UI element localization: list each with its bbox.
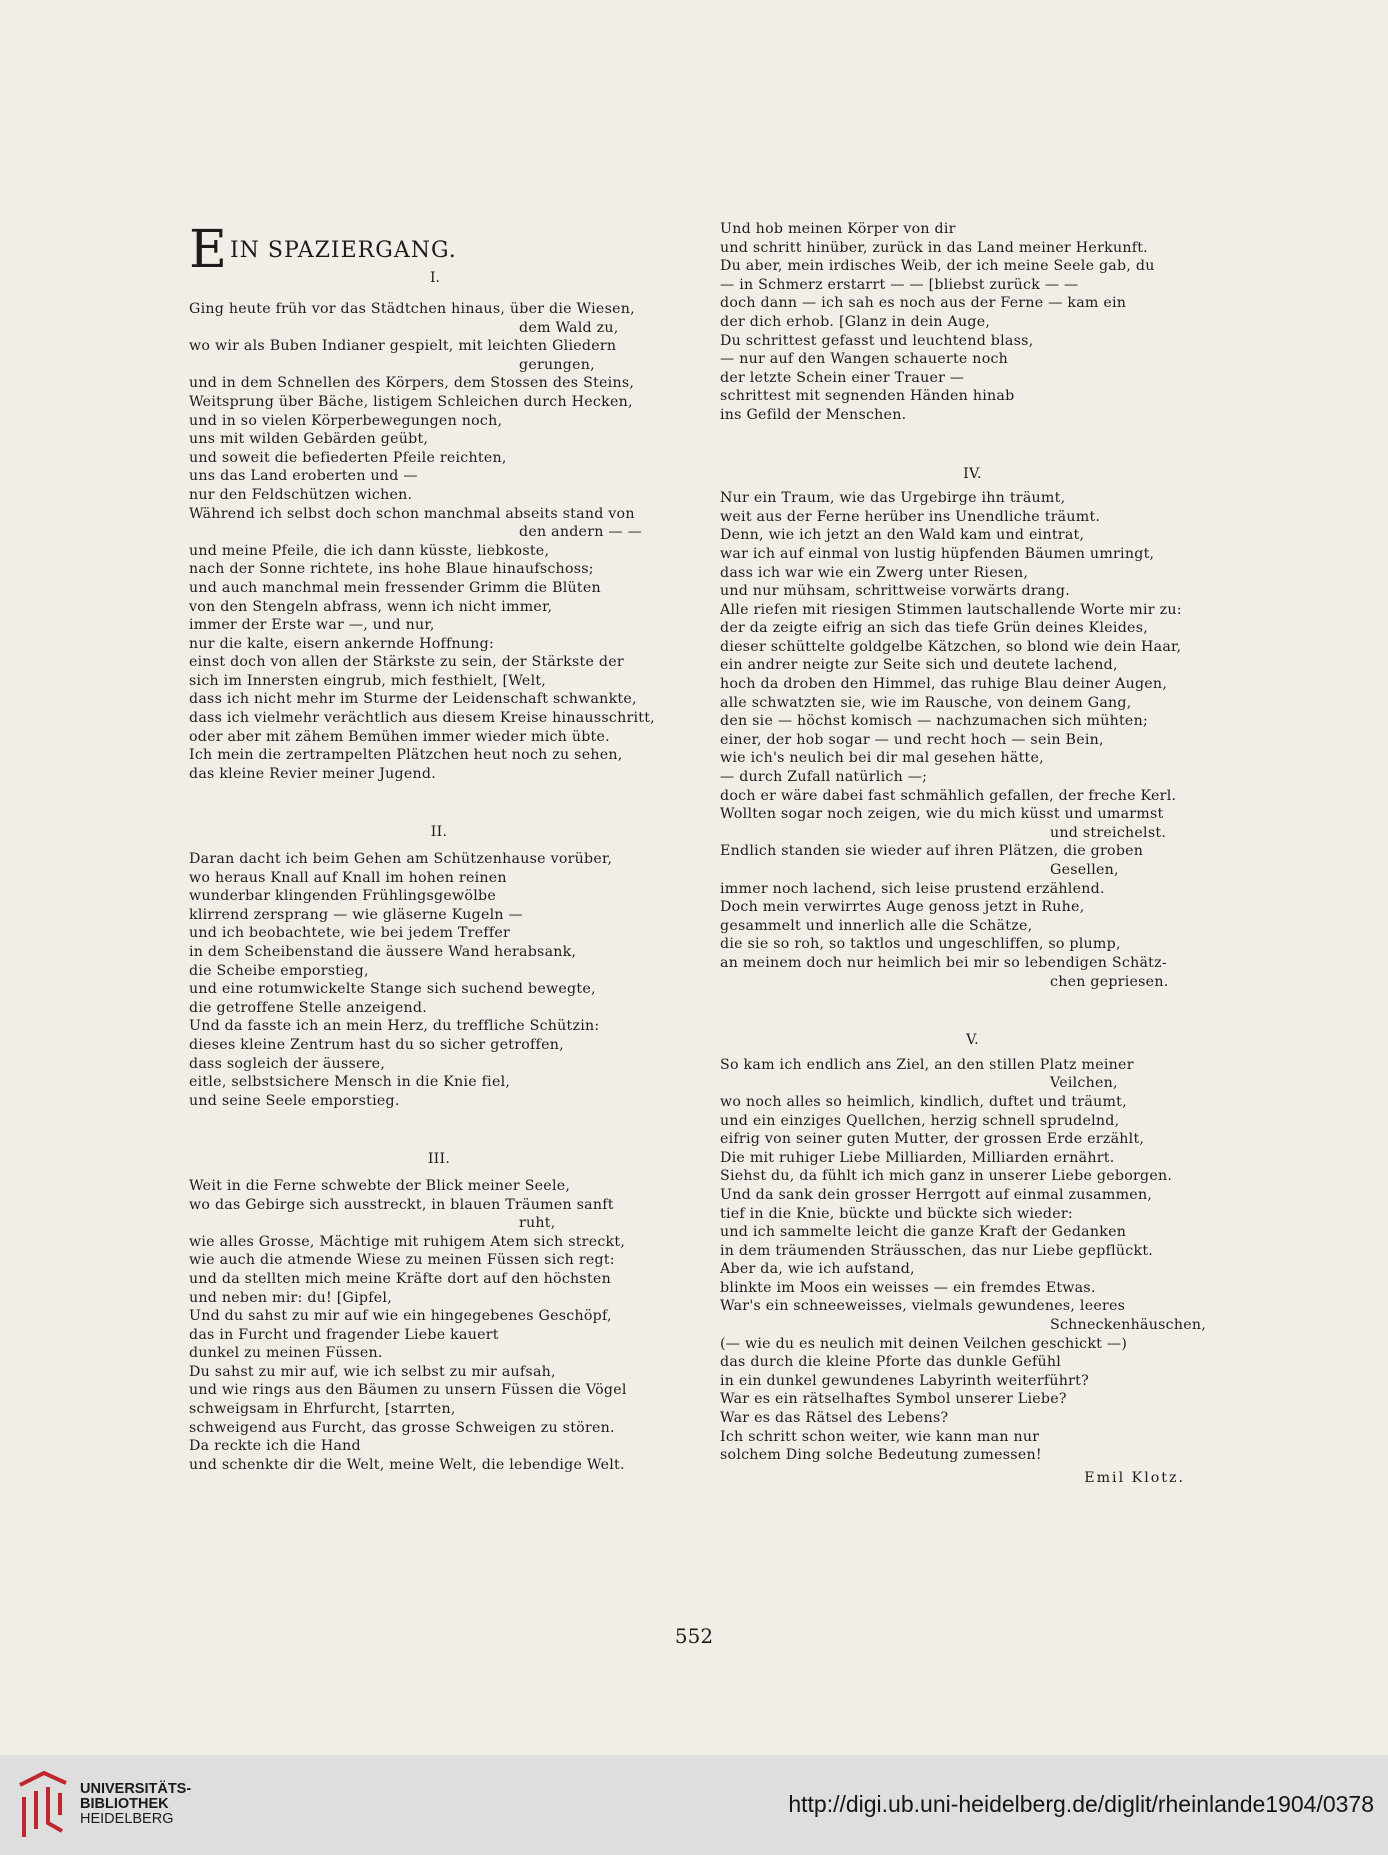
poem-line: nach der Sonne richtete, ins hohe Blaue hinaufschoss;: [189, 561, 594, 578]
poem-line: und ein einziges Quellchen, herzig schnell sprudelnd,: [720, 1112, 1120, 1129]
poem-line: Ich schritt schon weiter, wie kann man nur: [720, 1428, 1040, 1445]
poem-line: ins Gefild der Menschen.: [720, 406, 907, 423]
poem-line: dass sogleich der äussere,: [189, 1055, 386, 1072]
poem-line: weit aus der Ferne herüber ins Unendliche träumt.: [720, 508, 1101, 525]
poem-line: sich im Innersten eingrub, mich festhielt, [Welt,: [189, 672, 547, 689]
poem-line: in ein dunkel gewundenes Labyrinth weiterführt?: [720, 1372, 1089, 1389]
poem-line: immer der Erste war —, und nur,: [189, 617, 435, 634]
poem-line: und streichelst.: [1050, 824, 1167, 841]
poem-line: in dem Scheibenstand die äussere Wand herabsank,: [189, 944, 577, 960]
poem-line: das in Furcht und fragender Liebe kauert: [189, 1326, 499, 1343]
poem-line: hoch da droben den Himmel, das ruhige Blau deiner Augen,: [720, 676, 1168, 693]
poem-title: [189, 220, 457, 280]
poem-line: die Scheibe emporstieg,: [189, 962, 369, 979]
poem-line: oder aber mit zähem Bemühen immer wieder mich übte.: [189, 728, 610, 745]
poem-line: nur den Feldschützen wichen.: [189, 486, 413, 503]
source-url[interactable]: http://digi.ub.uni-heidelberg.de/diglit/rheinlande1904/0378: [788, 1791, 1374, 1817]
poem-line: dass ich vielmehr verächtlich aus diesem Kreise hinausschritt,: [189, 710, 655, 727]
poem-line: War's ein schneeweisses, vielmals gewundenes, leeres: [720, 1298, 1126, 1315]
poem-line: der letzte Schein einer Trauer —: [720, 369, 965, 386]
poem-line: und auch manchmal mein fressender Grimm die Blüten: [189, 579, 601, 596]
poem-line: wie auch die atmende Wiese zu meinen Füssen sich regt:: [189, 1252, 615, 1269]
section-5: [720, 1056, 1225, 1465]
section-heading-1: I.: [430, 270, 440, 286]
poem-line: ruht,: [519, 1215, 556, 1232]
poem-line: schweigend aus Furcht, das grosse Schweigen zu stören.: [189, 1419, 615, 1436]
library-logo-icon: [14, 1767, 72, 1841]
poem-line: Und hob meinen Körper von dir: [720, 221, 956, 237]
library-name-line-1: UNIVERSITÄTS-: [80, 1781, 192, 1797]
poem-line: dieser schüttelte goldgelbe Kätzchen, so blond wie dein Haar,: [720, 638, 1182, 655]
poem-line: tief in die Knie, bückte und bückte sich wieder:: [720, 1205, 1073, 1222]
poem-line: und meine Pfeile, die ich dann küsste, liebkoste,: [189, 542, 550, 559]
section-2: [189, 850, 689, 1110]
poem-line: und seine Seele emporstieg.: [189, 1092, 400, 1109]
left-column: [189, 300, 689, 1474]
poem-line: die getroffene Stelle anzeigend.: [189, 999, 427, 1016]
poem-line: wo das Gebirge sich ausstreckt, in blauen Träumen sanft: [189, 1196, 614, 1213]
poem-line: eitle, selbstsichere Mensch in die Knie fiel,: [189, 1074, 511, 1091]
poem-line: doch er wäre dabei fast schmählich gefallen, der freche Kerl.: [720, 787, 1177, 804]
poem-line: Endlich standen sie wieder auf ihren Plätzen, die groben: [720, 843, 1144, 860]
poem-line: Und du sahst zu mir auf wie ein hingegebenes Geschöpf,: [189, 1308, 612, 1325]
poem-line: dass ich war wie ein Zwerg unter Riesen,: [720, 564, 1029, 581]
poem-line: doch dann — ich sah es noch aus der Ferne — kam ein: [720, 295, 1127, 312]
poem-line: in dem träumenden Sträusschen, das nur Liebe gepflückt.: [720, 1242, 1154, 1259]
poem-line: Wollten sogar noch zeigen, wie du mich küsst und umarmst: [720, 806, 1164, 823]
library-name: [80, 1782, 191, 1827]
library-name-line-2: BIBLIOTHEK: [80, 1796, 169, 1812]
section-heading-4: IV.: [963, 465, 982, 482]
section-heading-5: V.: [966, 1032, 979, 1049]
section-3: [189, 1177, 689, 1475]
poem-line: Weit in die Ferne schwebte der Blick meiner Seele,: [189, 1177, 571, 1194]
section-3-continuation: [720, 220, 1225, 425]
poem-line: Und da fasste ich an mein Herz, du treffliche Schützin:: [189, 1018, 600, 1035]
poem-line: Gesellen,: [1050, 862, 1119, 878]
poem-line: wie ich's neulich bei dir mal gesehen hätte,: [720, 750, 1044, 767]
poem-line: an meinem doch nur heimlich bei mir so lebendigen Schätz-: [720, 954, 1167, 971]
poem-line: und wie rings aus den Bäumen zu unsern Füssen die Vögel: [189, 1382, 627, 1399]
poem-line: — nur auf den Wangen schauerte noch: [720, 351, 1009, 368]
poem-line: Während ich selbst doch schon manchmal abseits stand von: [189, 505, 635, 522]
poem-line: Schneckenhäuschen,: [1050, 1317, 1207, 1334]
poem-line: blinkte im Moos ein weisses — ein fremdes Etwas.: [720, 1279, 1096, 1296]
poem-line: chen gepriesen.: [1050, 973, 1169, 990]
poem-line: wo heraus Knall auf Knall im hohen reinen: [189, 869, 507, 886]
poem-line: wo wir als Buben Indianer gespielt, mit leichten Gliedern: [189, 338, 617, 355]
section-4: [720, 489, 1225, 991]
poem-line: Ging heute früh vor das Städtchen hinaus, über die Wiesen,: [189, 301, 635, 317]
poem-line: Weitsprung über Bäche, listigem Schleichen durch Hecken,: [189, 393, 633, 410]
poem-line: und schenkte dir die Welt, meine Welt, die lebendige Welt.: [189, 1456, 625, 1473]
poem-line: und eine rotumwickelte Stange sich suchend bewegte,: [189, 981, 596, 998]
poem-line: das durch die kleine Pforte das dunkle Gefühl: [720, 1354, 1062, 1371]
poem-line: Daran dacht ich beim Gehen am Schützenhause vorüber,: [189, 851, 613, 868]
poem-line: wunderbar klingenden Frühlingsgewölbe: [189, 888, 496, 905]
poem-line: War es das Rätsel des Lebens?: [720, 1410, 949, 1427]
page-number: 552: [674, 1624, 714, 1648]
poem-line: eifrig von seiner guten Mutter, der grossen Erde erzählt,: [720, 1131, 1145, 1148]
poem-line: gerungen,: [519, 356, 595, 373]
title-initial: E: [189, 220, 228, 280]
poem-line: und ich sammelte leicht die ganze Kraft der Gedanken: [720, 1224, 1127, 1241]
poem-line: und schritt hinüber, zurück in das Land meiner Herkunft.: [720, 239, 1148, 256]
poem-line: nur die kalte, eisern ankernde Hoffnung:: [189, 635, 495, 652]
poem-line: dunkel zu meinen Füssen.: [189, 1345, 383, 1362]
poem-line: die sie so roh, so taktlos und ungeschliffen, so plump,: [720, 936, 1121, 953]
poem-line: Du sahst zu mir auf, wie ich selbst zu mir aufsah,: [189, 1363, 556, 1380]
poem-line: Aber da, wie ich aufstand,: [720, 1261, 915, 1278]
poem-line: Denn, wie ich jetzt an den Wald kam und eintrat,: [720, 527, 1085, 544]
poem-line: und soweit die befiederten Pfeile reichten,: [189, 449, 507, 466]
library-name-line-3: HEIDELBERG: [80, 1811, 174, 1827]
poem-line: solchem Ding solche Bedeutung zumessen!: [720, 1447, 1042, 1464]
author-signature: Emil Klotz.: [1084, 1469, 1185, 1486]
poem-line: (— wie du es neulich mit deinen Veilchen geschickt —): [720, 1335, 1128, 1352]
poem-line: Ich mein die zertrampelten Plätzchen heut noch zu sehen,: [189, 747, 623, 764]
poem-line: Siehst du, da fühlt ich mich ganz in unserer Liebe geborgen.: [720, 1168, 1173, 1185]
section-1: [189, 300, 689, 783]
poem-line: Du schrittest gefasst und leuchtend blass,: [720, 332, 1034, 349]
poem-line: dem Wald zu,: [519, 319, 619, 336]
poem-line: und in dem Schnellen des Körpers, dem Stossen des Steins,: [189, 375, 635, 392]
poem-line: Du aber, mein irdisches Weib, der ich meine Seele gab, du: [720, 258, 1155, 275]
poem-line: Die mit ruhiger Liebe Milliarden, Milliarden ernährt.: [720, 1149, 1115, 1166]
poem-line: ein andrer neigte zur Seite sich und deutete lachend,: [720, 657, 1118, 674]
poem-line: klirrend zersprang — wie gläserne Kugeln —: [189, 906, 523, 923]
poem-line: und ich beobachtete, wie bei jedem Treffer: [189, 925, 511, 942]
poem-line: wo noch alles so heimlich, kindlich, duftet und träumt,: [720, 1093, 1127, 1110]
poem-line: und neben mir: du! [Gipfel,: [189, 1289, 392, 1306]
footer-bar: [0, 1755, 1388, 1855]
poem-line: den andern — —: [519, 524, 643, 541]
poem-line: und in so vielen Körperbewegungen noch,: [189, 412, 503, 429]
poem-line: Da reckte ich die Hand: [189, 1438, 361, 1455]
poem-line: alle schwatzten sie, wie im Rausche, von deinem Gang,: [720, 694, 1132, 711]
poem-line: — durch Zufall natürlich —;: [720, 769, 928, 786]
poem-line: gesammelt und innerlich alle die Schätze,: [720, 917, 1033, 934]
poem-line: schweigsam in Ehrfurcht, [starrten,: [189, 1401, 456, 1418]
poem-line: uns das Land eroberten und —: [189, 468, 418, 485]
poem-line: immer noch lachend, sich leise prustend erzählend.: [720, 880, 1105, 897]
poem-line: einst doch von allen der Stärkste zu sein, der Stärkste der: [189, 654, 624, 671]
poem-line: Alle riefen mit riesigen Stimmen lautschallende Worte mir zu:: [720, 601, 1182, 618]
poem-line: und nur mühsam, schrittweise vorwärts drang.: [720, 583, 1070, 600]
poem-line: wie alles Grosse, Mächtige mit ruhigem Atem sich streckt,: [189, 1233, 626, 1250]
poem-line: dieses kleine Zentrum hast du so sicher getroffen,: [189, 1036, 564, 1053]
poem-line: So kam ich endlich ans Ziel, an den stillen Platz meiner: [720, 1056, 1134, 1073]
poem-line: Nur ein Traum, wie das Urgebirge ihn träumt,: [720, 490, 1066, 507]
section-heading-3: III.: [427, 1151, 451, 1168]
poem-line: Veilchen,: [1050, 1075, 1118, 1092]
poem-line: der dich erhob. [Glanz in dein Auge,: [720, 313, 991, 330]
poem-line: einer, der hob sogar — und recht hoch — sein Bein,: [720, 731, 1104, 748]
poem-line: das kleine Revier meiner Jugend.: [189, 765, 437, 782]
poem-line: und da stellten mich meine Kräfte dort auf den höchsten: [189, 1270, 611, 1287]
poem-line: — in Schmerz erstarrt — — [bliebst zurück — —: [720, 276, 1079, 293]
poem-line: Doch mein verwirrtes Auge genoss jetzt in Ruhe,: [720, 899, 1085, 916]
right-column: [720, 220, 1225, 1487]
poem-line: schrittest mit segnenden Händen hinab: [720, 388, 1015, 405]
title-rest: IN SPAZIERGANG.: [229, 238, 457, 263]
poem-line: der da zeigte eifrig an sich das tiefe Grün deines Kleides,: [720, 620, 1148, 637]
section-heading-2: II.: [430, 824, 448, 841]
poem-line: dass ich nicht mehr im Sturme der Leidenschaft schwankte,: [189, 691, 637, 708]
poem-line: War es ein rätselhaftes Symbol unserer Liebe?: [720, 1391, 1067, 1408]
poem-line: den sie — höchst komisch — nachzumachen sich mühten;: [720, 713, 1148, 730]
poem-line: Und da sank dein grosser Herrgott auf einmal zusammen,: [720, 1186, 1153, 1203]
poem-line: war ich auf einmal von lustig hüpfenden Bäumen umringt,: [720, 545, 1155, 562]
poem-line: uns mit wilden Gebärden geübt,: [189, 431, 429, 448]
poem-line: von den Stengeln abfrass, wenn ich nicht immer,: [189, 598, 553, 615]
